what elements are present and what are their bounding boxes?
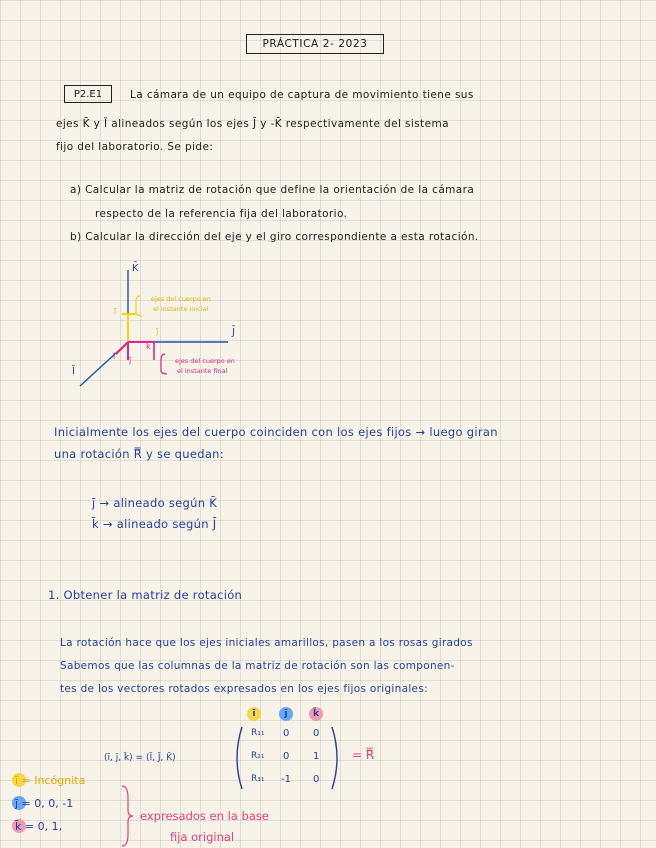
legend-brace <box>120 784 134 848</box>
question-b-line-1: b) Calcular la dirección del eje y el giro correspondiente a esta rotación. <box>70 231 479 243</box>
axes-figure <box>70 262 270 392</box>
yellow-bracket <box>136 296 142 316</box>
section-1-heading: 1. Obtener la matriz de rotación <box>48 588 243 602</box>
pink-label-line-2: el instante final <box>177 367 228 375</box>
matrix-cell-r33: 0 <box>313 774 320 785</box>
matrix-cell-r31: R₃₁ <box>251 774 265 784</box>
legend-k: k̄ = 0, 1, <box>15 820 63 833</box>
legend-i: ī = Incógnita <box>15 774 86 787</box>
statement-line-2: ejes K̄ y Ī alineados según los ejes J̄ y -K̄ respectivamente del sistema <box>56 118 449 130</box>
column-header-i: ī <box>247 707 261 721</box>
label-axis-k: K̄ <box>132 263 139 274</box>
matrix-cell-r32: -1 <box>281 774 291 785</box>
question-a-line-2: respecto de la referencia fija del laboratorio. <box>95 208 348 220</box>
matrix-cell-r11: R₁₁ <box>251 728 265 738</box>
matrix-cell-r22: 0 <box>283 751 290 762</box>
mapping-line-1: j̄ → alineado según K̄ <box>92 496 218 510</box>
section-1-paragraph-2: Sabemos que las columnas de la matriz de rotación son las componen- <box>60 660 455 672</box>
legend-j: j̄ = 0, 0, -1 <box>15 797 74 810</box>
matrix-lhs: (ī, j̄, k̄) = (Ī, J̄, K̄) <box>104 753 176 763</box>
label-yellow-k: ī <box>114 307 117 316</box>
column-header-j: j̄ <box>279 707 293 721</box>
matrix-cell-r12: 0 <box>283 728 290 739</box>
label-pink-i: j̄ <box>129 356 132 365</box>
pink-bracket <box>161 354 167 374</box>
problem-tag: P2.E1 <box>64 85 112 103</box>
column-header-k: k̄ <box>309 707 323 721</box>
label-pink-k: k̄ <box>146 342 151 351</box>
statement-line-3: fijo del laboratorio. Se pide: <box>56 141 214 153</box>
label-axis-i: Ī <box>72 366 75 377</box>
page-title: PRÁCTICA 2- 2023 <box>246 34 384 54</box>
label-pink-j: ī <box>113 352 116 361</box>
legend-note-line-2: fija original <box>170 830 235 844</box>
pink-axis-diagonal <box>116 342 128 354</box>
mapping-line-2: k̄ → alineado según J̄ <box>92 517 217 531</box>
statement-line-1: La cámara de un equipo de captura de movimiento tiene sus <box>130 89 474 101</box>
legend-note-line-1: expresados en la base <box>140 809 269 823</box>
section-1-paragraph-3: tes de los vectores rotados expresados en los ejes fijos originales: <box>60 683 428 695</box>
matrix-cell-r21: R₂₁ <box>251 751 265 761</box>
pink-label-line-1: ejes del cuerpo en <box>175 357 235 365</box>
yellow-label-line-1: ejes del cuerpo en <box>151 295 211 303</box>
label-yellow-j: j̄ <box>156 327 159 336</box>
matrix-rhs: = R̿ <box>352 748 375 762</box>
matrix-cell-r23: 1 <box>313 751 320 762</box>
section-1-paragraph-1: La rotación hace que los ejes iniciales amarillos, pasen a los rosas girados <box>60 637 473 649</box>
explanation-line-1: Inicialmente los ejes del cuerpo coinciden con los ejes fijos → luego giran <box>54 425 498 439</box>
explanation-line-2: una rotación R̿ y se quedan: <box>54 447 224 461</box>
question-a-line-1: a) Calcular la matriz de rotación que define la orientación de la cámara <box>70 184 475 196</box>
label-axis-j: J̄ <box>232 327 235 338</box>
matrix-cell-r13: 0 <box>313 728 320 739</box>
yellow-label-line-2: el instante inicial <box>153 305 209 313</box>
